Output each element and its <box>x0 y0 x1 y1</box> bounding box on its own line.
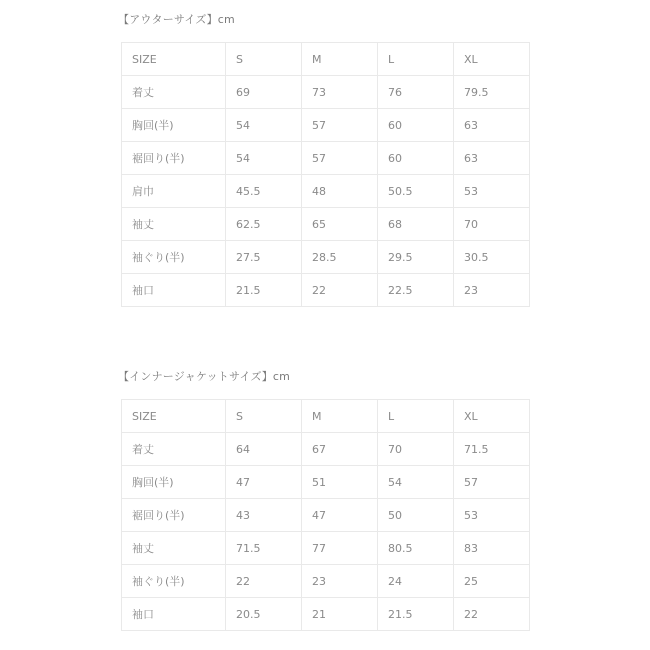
table-cell: 22.5 <box>378 274 454 307</box>
table-cell: 28.5 <box>302 241 378 274</box>
table-cell: 30.5 <box>454 241 530 274</box>
table-cell: 45.5 <box>226 175 302 208</box>
table-row <box>122 598 530 631</box>
row-label: 胸回(半) <box>122 466 226 499</box>
table-cell: 65 <box>302 208 378 241</box>
table-cell: 83 <box>454 532 530 565</box>
row-label: 胸回(半) <box>122 109 226 142</box>
header-cell: XL <box>454 43 530 76</box>
table-cell: 54 <box>378 466 454 499</box>
table-cell: 50 <box>378 499 454 532</box>
table-cell: 79.5 <box>454 76 530 109</box>
header-cell: M <box>302 43 378 76</box>
outer-size-table <box>121 42 530 307</box>
table-cell: 54 <box>226 142 302 175</box>
row-label: 肩巾 <box>122 175 226 208</box>
table-cell: 63 <box>454 109 530 142</box>
table-cell: 23 <box>302 565 378 598</box>
inner-size-title: 【インナージャケットサイズ】cm <box>118 370 291 383</box>
table-row <box>122 499 530 532</box>
table-cell: 60 <box>378 142 454 175</box>
table-cell: 77 <box>302 532 378 565</box>
table-header-row <box>122 43 530 76</box>
table-cell: 47 <box>226 466 302 499</box>
outer-size-title: 【アウターサイズ】cm <box>118 13 235 26</box>
table-row <box>122 142 530 175</box>
table-row <box>122 208 530 241</box>
table-cell: 47 <box>302 499 378 532</box>
table-cell: 64 <box>226 433 302 466</box>
table-cell: 22 <box>454 598 530 631</box>
table-cell: 29.5 <box>378 241 454 274</box>
row-label: 裾回り(半) <box>122 142 226 175</box>
table-header-row <box>122 400 530 433</box>
table-row <box>122 274 530 307</box>
table-cell: 70 <box>378 433 454 466</box>
table-cell: 53 <box>454 175 530 208</box>
table-cell: 57 <box>302 142 378 175</box>
row-label: 袖丈 <box>122 208 226 241</box>
table-cell: 21.5 <box>226 274 302 307</box>
header-cell: S <box>226 400 302 433</box>
table-cell: 22 <box>302 274 378 307</box>
header-cell: S <box>226 43 302 76</box>
table-cell: 71.5 <box>454 433 530 466</box>
table-cell: 69 <box>226 76 302 109</box>
table-row <box>122 175 530 208</box>
row-label: 着丈 <box>122 433 226 466</box>
header-cell: SIZE <box>122 43 226 76</box>
table-row <box>122 466 530 499</box>
table-cell: 54 <box>226 109 302 142</box>
header-cell: L <box>378 43 454 76</box>
table-row <box>122 241 530 274</box>
row-label: 袖口 <box>122 598 226 631</box>
table-cell: 43 <box>226 499 302 532</box>
row-label: 裾回り(半) <box>122 499 226 532</box>
table-cell: 24 <box>378 565 454 598</box>
table-cell: 68 <box>378 208 454 241</box>
table-cell: 57 <box>302 109 378 142</box>
table-cell: 70 <box>454 208 530 241</box>
table-cell: 20.5 <box>226 598 302 631</box>
table-cell: 51 <box>302 466 378 499</box>
header-cell: XL <box>454 400 530 433</box>
table-cell: 27.5 <box>226 241 302 274</box>
table-cell: 73 <box>302 76 378 109</box>
table-row <box>122 109 530 142</box>
table-cell: 67 <box>302 433 378 466</box>
header-cell: SIZE <box>122 400 226 433</box>
table-row <box>122 565 530 598</box>
table-cell: 50.5 <box>378 175 454 208</box>
row-label: 袖ぐり(半) <box>122 241 226 274</box>
table-cell: 23 <box>454 274 530 307</box>
table-row <box>122 532 530 565</box>
inner-size-table <box>121 399 530 631</box>
header-cell: M <box>302 400 378 433</box>
table-cell: 22 <box>226 565 302 598</box>
row-label: 袖口 <box>122 274 226 307</box>
table-cell: 53 <box>454 499 530 532</box>
row-label: 着丈 <box>122 76 226 109</box>
table-cell: 63 <box>454 142 530 175</box>
row-label: 袖丈 <box>122 532 226 565</box>
table-cell: 80.5 <box>378 532 454 565</box>
table-row <box>122 433 530 466</box>
table-cell: 76 <box>378 76 454 109</box>
table-cell: 21.5 <box>378 598 454 631</box>
table-cell: 71.5 <box>226 532 302 565</box>
table-cell: 62.5 <box>226 208 302 241</box>
table-row <box>122 76 530 109</box>
header-cell: L <box>378 400 454 433</box>
table-cell: 57 <box>454 466 530 499</box>
table-cell: 48 <box>302 175 378 208</box>
row-label: 袖ぐり(半) <box>122 565 226 598</box>
table-cell: 21 <box>302 598 378 631</box>
table-cell: 25 <box>454 565 530 598</box>
table-cell: 60 <box>378 109 454 142</box>
